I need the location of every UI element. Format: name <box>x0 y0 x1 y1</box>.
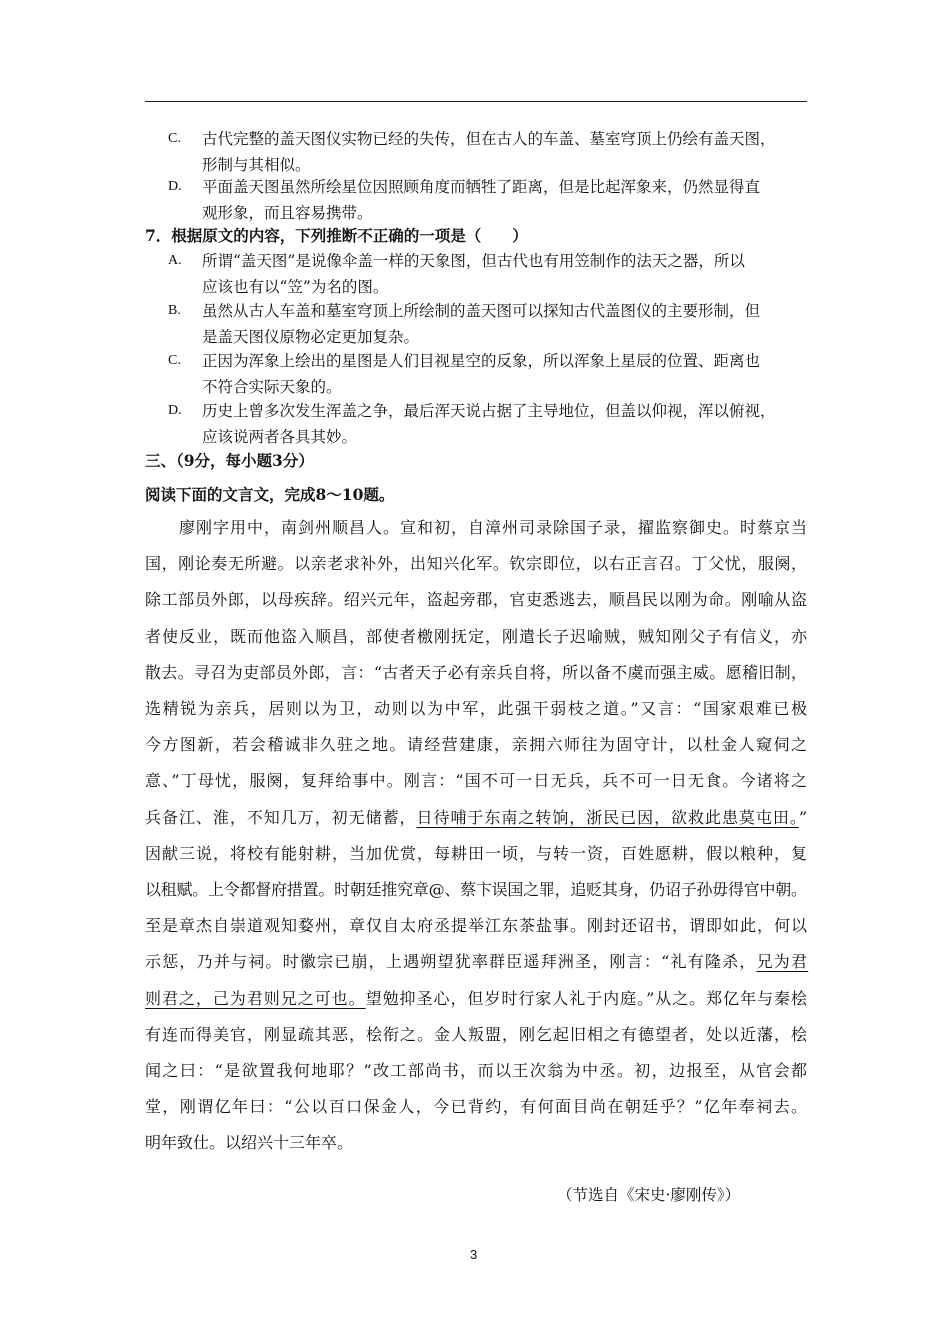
passage-text: 以租赋。上令都督府措置。时朝廷推究章@、蔡卞误国之罪，追贬其身，仍诏子孙毋得官中朝。 <box>145 880 807 899</box>
passage-text: 示惩，乃并与祠。时徽宗已崩，上遇朔望犹率群臣遥拜洲圣，刚言：“礼有隆杀， <box>145 952 757 972</box>
passage-line <box>145 1095 808 1119</box>
passage-text: 堂，刚谓亿年曰：“公以百口保金人，今已背约，有何面目尚在朝廷乎？”亿年奉祠去。 <box>145 1097 809 1117</box>
passage-text: 望勉抑圣心，但岁时行家人礼于内庭。”从之。郑亿年与秦桧 <box>365 988 808 1008</box>
q6-option-d <box>168 174 813 226</box>
source-citation: （节选自《宋史·廖刚传》） <box>557 1186 741 1204</box>
option-line: 是盖天图仪原物必定更加复杂。 <box>202 328 420 346</box>
underlined-phrase: 则君之，己为君则兄之可也。 <box>145 988 366 1008</box>
passage-line <box>145 733 808 757</box>
option-line: 不符合实际天象的。 <box>202 378 342 396</box>
passage-text: 廖刚字用中，南剑州顺昌人。宣和初，自漳州司录除国子录，擢监察御史。时蔡京当 <box>145 518 808 537</box>
passage-text: 意、”丁母忧，服阕，复拜给事中。刚言：“国不可一日无兵，兵不可一日无食。今诸将之 <box>145 771 809 791</box>
passage-text: ” <box>798 807 808 827</box>
option-line: 虽然从古人车盖和墓室穹顶上所绘制的盖天图可以探知古代盖图仪的主要形制，但 <box>202 302 761 320</box>
option-line: 形制与其相似。 <box>202 156 311 174</box>
section-3-title: 三、（9分，每小题3分） <box>145 451 314 470</box>
page-number: 3 <box>470 1247 478 1262</box>
option-line: 历史上曾多次发生浑盖之争，最后浑天说占据了主导地位，但盖以仰视，浑以俯视， <box>202 402 776 420</box>
option-letter: B. <box>168 303 181 318</box>
passage-line <box>145 661 807 685</box>
option-text <box>202 248 812 300</box>
section-3-instruction: 阅读下面的文言文，完成8～10题。 <box>145 485 395 504</box>
passage-line <box>145 914 808 938</box>
option-letter: D. <box>168 403 182 418</box>
passage-line <box>145 1131 353 1155</box>
passage-line <box>145 950 808 974</box>
passage-line <box>145 625 808 649</box>
passage-text: 散去。寻召为吏部员外郎，言：“古者天子必有亲兵自将，所以备不虞而强主威。愿稽旧制， <box>145 662 808 682</box>
passage-text: 国，刚论奏无所避。以亲老求补外，出知兴化军。钦宗即位，以右正言召。丁父忧，服阕， <box>145 554 808 574</box>
passage-text: 至是章杰自崇道观知婺州，章仅自太府丞提举江东茶盐事。刚封还诏书，谓即如此，何以 <box>145 916 808 936</box>
option-text <box>202 298 812 350</box>
option-text <box>202 126 812 178</box>
passage-text: 选精锐为亲兵，居则以为卫，动则以为中军，此强干弱枝之道。”又言：“国家艰难已极 <box>145 699 809 718</box>
passage-line <box>145 1059 808 1083</box>
passage-line <box>145 697 809 721</box>
option-text <box>202 348 812 400</box>
passage-text: 除工部员外郎，以母疾辞。绍兴元年，盗起旁郡，官吏悉逃去，顺昌民以刚为命。刚喻从盗 <box>145 590 808 610</box>
passage-line <box>145 516 808 540</box>
underlined-phrase: 日待哺于东南之转饷，浙民已因，欲救此患莫屯田。 <box>416 807 799 827</box>
passage-line <box>145 842 808 866</box>
option-text <box>202 398 812 450</box>
option-line: 平面盖天图虽然所绘星位因照顾角度而牺牲了距离，但是比起浑象来，仍然显得直 <box>202 178 761 196</box>
option-line: 古代完整的盖天图仪实物已经的失传，但在古人的车盖、墓室穹顶上仍绘有盖天图， <box>202 130 776 148</box>
option-line: 正因为浑象上绘出的星图是人们目视星空的反象，所以浑象上星辰的位置、距离也 <box>202 352 761 370</box>
option-letter: C. <box>168 353 181 368</box>
q7-stem: 7．根据原文的内容，下列推断不正确的一项是（ ） <box>145 226 528 245</box>
passage-line <box>145 552 808 576</box>
passage-line <box>145 806 808 830</box>
option-text <box>202 174 812 226</box>
passage-line <box>145 878 807 902</box>
q6-option-c <box>168 126 813 178</box>
header-rule <box>145 101 807 102</box>
passage-line <box>145 1023 808 1047</box>
passage-text: 闻之曰：“是欲置我何地耶？”改工部尚书，而以王次翁为中丞。初，边报至，从官会都 <box>145 1061 809 1080</box>
option-line: 应该说两者各具其妙。 <box>202 428 358 446</box>
option-letter: D. <box>168 179 182 194</box>
passage-line <box>145 987 808 1011</box>
passage-text: 今方图新，若会稽诚非久驻之地。请经营建康，亲拥六师往为固守计，以杜金人窥伺之 <box>145 735 809 755</box>
passage-text: 有连而得美官，刚显疏其恶，桧衔之。金人叛盟，刚乞起旧相之有德望者，处以近藩，桧 <box>145 1024 808 1044</box>
passage-text: 明年致仕。以绍兴十三年卒。 <box>145 1133 354 1153</box>
passage-text: 者使反业，既而他盗入顺昌，部使者檄刚抚定，刚遣长子迟喻贼，贼知刚父子有信义，亦 <box>145 626 808 646</box>
option-line: 所谓“盖天图”是说像伞盖一样的天象图，但古代也有用笠制作的法天之器，所以 <box>202 252 745 270</box>
underlined-phrase: 兄为君 <box>756 952 809 972</box>
option-line: 应该也有以“笠”为名的图。 <box>202 278 389 296</box>
option-line: 观形象，而且容易携带。 <box>202 204 373 222</box>
option-letter: A. <box>168 253 182 268</box>
passage-text: 因献三说，将校有能射耕，当加优赏，每耕田一顷，与转一资，百姓愿耕，假以粮种，复 <box>145 843 808 863</box>
option-letter: C. <box>168 131 181 146</box>
passage-line <box>145 769 808 793</box>
passage-text: 兵备江、淮，不知几万，初无储蓄， <box>145 807 417 827</box>
passage-line <box>145 588 808 612</box>
